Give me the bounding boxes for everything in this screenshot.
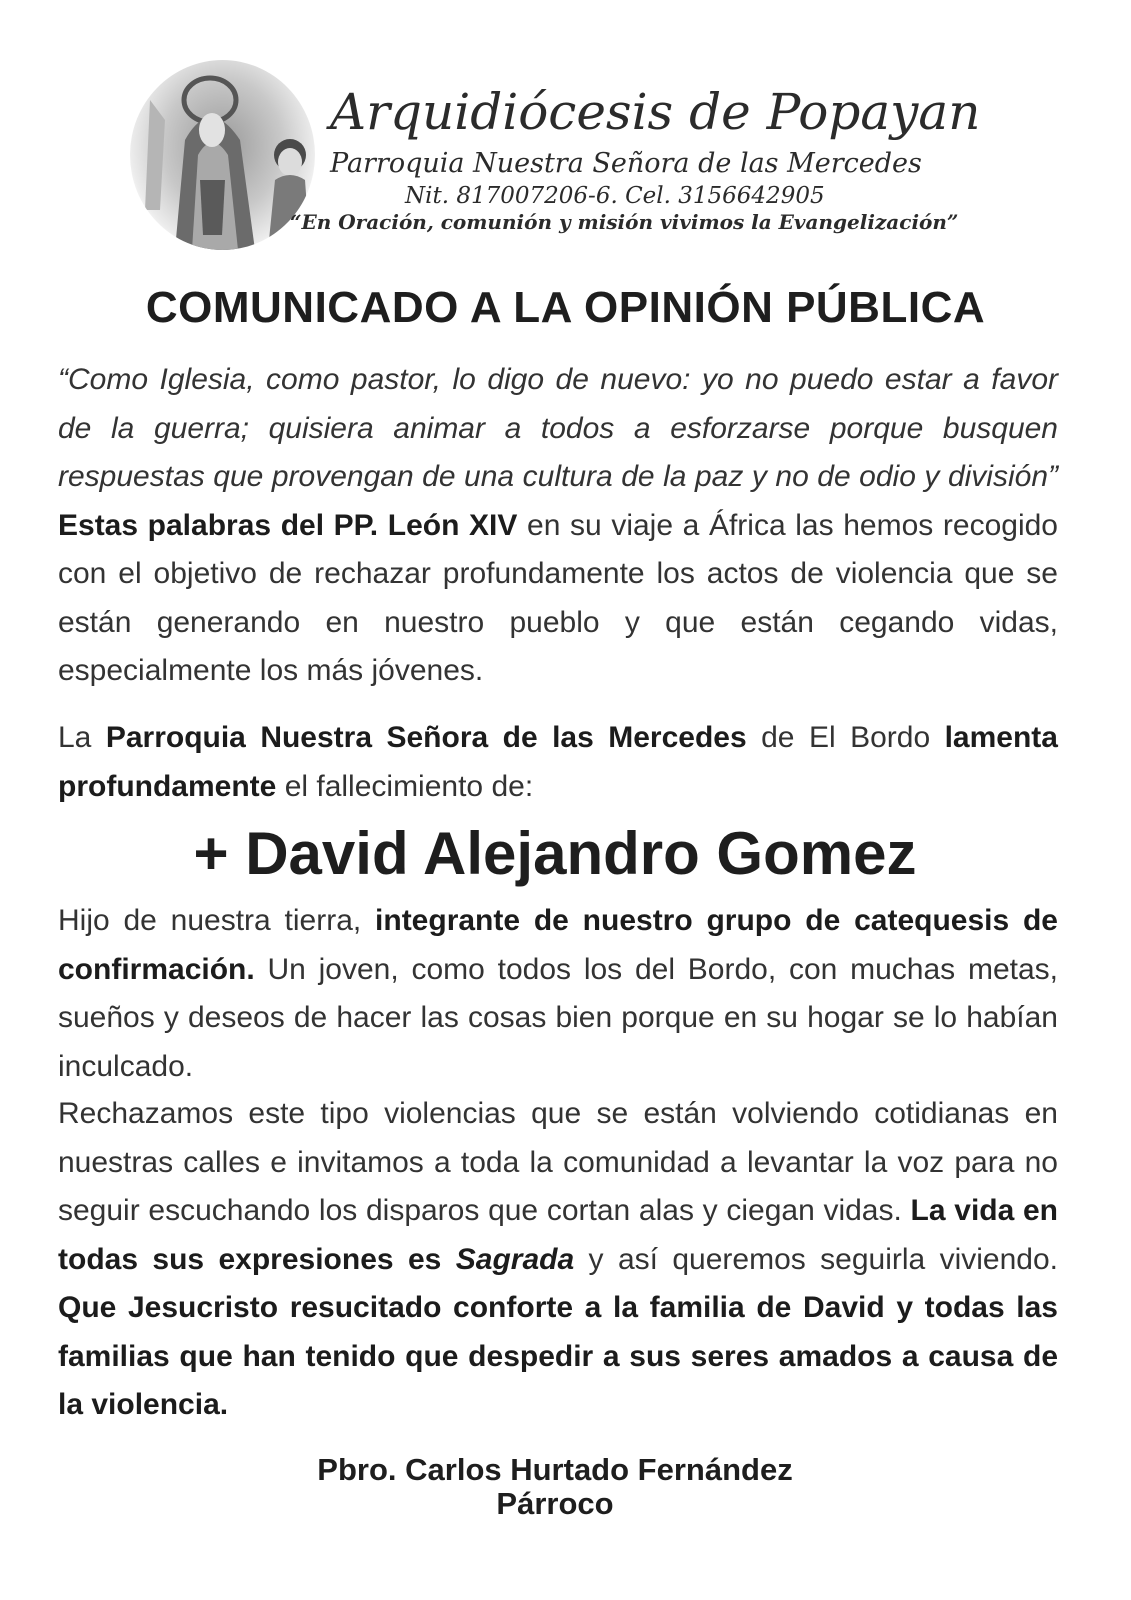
paragraph-quote <box>58 356 1058 696</box>
paragraph-text: de El Bordo <box>761 721 931 754</box>
paragraph-text: Rechazamos este tipo violencias que se están volviendo cotidianas en nuestras calles e invitamos a toda la comunidad a levantar la voz para no seguir escuchando los disparos que cortan alas y ciegan vidas. <box>58 1097 1058 1227</box>
quote-attribution: Estas palabras del PP. León XIV <box>58 508 518 542</box>
paragraph-condolence <box>58 714 1058 811</box>
sacred-word: Sagrada <box>455 1242 575 1276</box>
virgin-mary-illustration <box>130 60 315 250</box>
paragraph-text: Un joven, como todos los del Bordo, con muchas metas, sueños y deseos de hacer las cosas bien porque en su hogar se lo habían inculcado. <box>58 952 1058 1083</box>
parish-name-bold: Parroquia Nuestra Señora de las Mercedes <box>105 721 747 754</box>
signature-block <box>0 1453 1110 1521</box>
prayer-bold: Que Jesucristo resucitado conforte a la familia de David y todas las familias que han tenido que despedir a sus seres amados a causa de la violencia. <box>58 1291 1058 1421</box>
paragraph-text: el fallecimiento de: <box>284 769 534 803</box>
life-sacred-bold: La vida en todas sus expresiones es <box>58 1194 1059 1276</box>
archdiocese-title: Arquidiócesis de Popayan <box>330 83 981 141</box>
letterhead <box>0 60 1131 260</box>
page-title: COMUNICADO A LA OPINIÓN PÚBLICA <box>145 283 986 332</box>
contact-info: Nit. 817007206-6. Cel. 3156642905 <box>405 183 825 209</box>
lament-bold: lamenta profundamente <box>58 721 1058 803</box>
parish-motto: “En Oración, comunión y misión vivimos la Evangelización” <box>290 210 959 234</box>
paragraph-text: y así queremos seguirla viviendo. <box>588 1242 1059 1276</box>
virgin-mary-image <box>130 60 315 250</box>
catechesis-bold: integrante de nuestro grupo de catequesis de confirmación. <box>58 904 1058 986</box>
paragraph-text: Hijo de nuestra tierra, <box>58 904 362 937</box>
parish-name: Parroquia Nuestra Señora de las Mercedes <box>330 148 922 179</box>
deceased-name: + David Alejandro Gomez <box>193 820 917 887</box>
signer-name: Pbro. Carlos Hurtado Fernández <box>317 1452 793 1487</box>
signer-role: Párroco <box>496 1486 614 1521</box>
paragraph-text: La <box>58 721 92 754</box>
paragraph-rejection <box>58 1090 1058 1430</box>
paragraph-biography <box>58 897 1058 1091</box>
paragraph-text: en su viaje a África las hemos recogido con el objetivo de rechazar profundamente los actos de violencia que se están generando en nuestro pueblo y que están cegando vidas, especialmente los más jóvenes. <box>58 508 1058 687</box>
pope-quote: “Como Iglesia, como pastor, lo digo de nuevo: yo no puedo estar a favor de la guerra; quisiera animar a todos a esforzarse porque busquen respuestas que provengan de una cultura de la paz y no de odio y división” <box>58 363 1058 493</box>
